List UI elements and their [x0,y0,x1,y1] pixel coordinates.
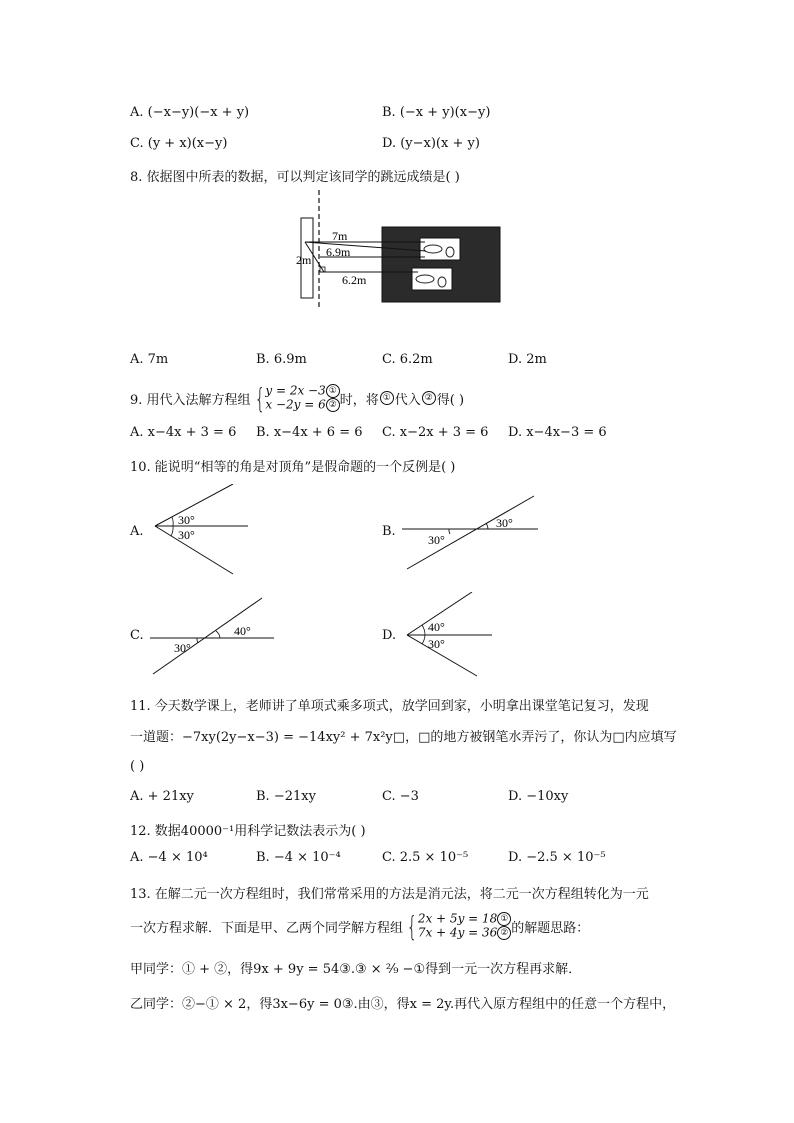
svg-text:30°: 30° [174,641,191,655]
q10-figure-c [150,596,278,678]
q9-to: 代入 [394,392,421,408]
q12-option-c: C. 2.5 × 10⁻⁵ [382,850,469,865]
q12-option-d: D. −2.5 × 10⁻⁵ [508,850,606,865]
q9-option-d: D. x−4x−3 = 6 [508,425,607,440]
q11-line1: 11. 今天数学课上，老师讲了单项式乘多项式，放学回到家，小明拿出课堂笔记复习，发现 [130,699,649,714]
q8-option-d: D. 2m [508,352,547,367]
long-jump-figure [290,190,505,310]
label-7m: 7m [332,229,348,243]
q9-option-b: B. x−4x + 6 = 6 [256,425,363,440]
system-brace: { [406,909,418,943]
q13-eq1-marker: ① [497,912,511,926]
q11-option-a: A. + 21xy [130,789,194,804]
svg-text:30°: 30° [178,513,195,527]
q10-label-c: C. [130,628,144,643]
q13-line2-suffix: 的解题思路： [511,920,590,936]
q7-option-c: C. (y + x)(x−y) [130,136,228,151]
q11-option-c: C. −3 [382,789,419,804]
q10-figure-a [150,484,250,579]
q9-prefix: 9. 用代入法解方程组 [130,392,251,408]
q13-eq2: 7x + 4y = 36 [417,925,498,940]
q9-option-c: C. x−2x + 3 = 6 [382,425,489,440]
q10-label-d: D. [382,628,397,643]
q9-eq2-marker: ② [326,398,340,412]
footprint-box-1 [420,238,460,260]
q9-system [265,384,339,412]
q10-label-b: B. [382,524,396,539]
q9-eq1: y = 2x −3 [265,383,326,398]
q13-system [418,912,511,940]
q9-ref2: ② [422,391,436,405]
svg-text:30°: 30° [428,533,445,547]
q9-option-a: A. x−4x + 3 = 6 [130,425,237,440]
q10-stem: 10. 能说明“相等的角是对顶角”是假命题的一个反例是( ) [130,460,456,475]
label-2m: 2m [296,253,312,267]
system-brace: { [254,381,265,415]
q10-figure-b [402,492,540,572]
q9-stem [130,381,465,415]
q9-eq2: x −2y = 6 [265,397,326,412]
label-6-9m: 6.9m [326,245,351,259]
q10-label-a: A. [130,524,144,539]
q7-option-a: A. (−x−y)(−x + y) [130,105,250,120]
svg-text:30°: 30° [496,516,513,530]
q8-option-b: B. 6.9m [256,352,307,367]
q11-line2: 一道题：−7xy(2y−x−3) = −14xy² + 7x²y□，□的地方被钢笔水弄污了，你认为□内应填写 [130,730,677,745]
q9-mid: 时，将 [339,392,379,408]
q7-option-b: B. (−x + y)(x−y) [382,105,491,120]
q8-option-c: C. 6.2m [382,352,433,367]
q13-line2 [130,909,590,943]
q9-post: 得( ) [436,392,465,408]
q10-figure-d [402,592,497,682]
q12-option-a: A. −4 × 10⁴ [130,850,208,865]
q13-line2-prefix: 一次方程求解．下面是甲、乙两个同学解方程组 [130,920,404,936]
q8-option-a: A. 7m [130,352,169,367]
q11-line3: ( ) [130,759,145,774]
q12-stem: 12. 数据40000⁻¹用科学记数法表示为( ) [130,824,366,839]
svg-text:30°: 30° [178,528,195,542]
svg-text:30°: 30° [428,637,445,651]
q11-option-d: D. −10xy [508,789,569,804]
q13-line3: 甲同学：① + ②，得9x + 9y = 54③.③ × ²⁄₉ −①得到一元一次方程再求解． [130,962,582,977]
q9-eq1-marker: ① [326,384,340,398]
q7-option-d: D. (y−x)(x + y) [382,136,480,151]
svg-text:40°: 40° [428,620,445,634]
q13-line4: 乙同学：②−① × 2，得3x−6y = 0③.由③，得x = 2y.再代入原方程组中的任意一个方程中， [130,997,676,1012]
q13-line1: 13. 在解二元一次方程组时，我们常常采用的方法是消元法，将二元一次方程组转化为一元 [130,887,649,902]
label-6-2m: 6.2m [342,273,367,287]
svg-text:40°: 40° [234,624,251,638]
q9-ref1: ① [380,391,394,405]
footprint-box-2 [412,268,452,290]
q12-option-b: B. −4 × 10⁻⁴ [256,850,341,865]
q13-eq1: 2x + 5y = 18 [417,911,498,926]
q8-stem: 8. 依据图中所表的数据，可以判定该同学的跳远成绩是( ) [130,170,460,185]
q11-option-b: B. −21xy [256,789,316,804]
q13-eq2-marker: ② [497,926,511,940]
